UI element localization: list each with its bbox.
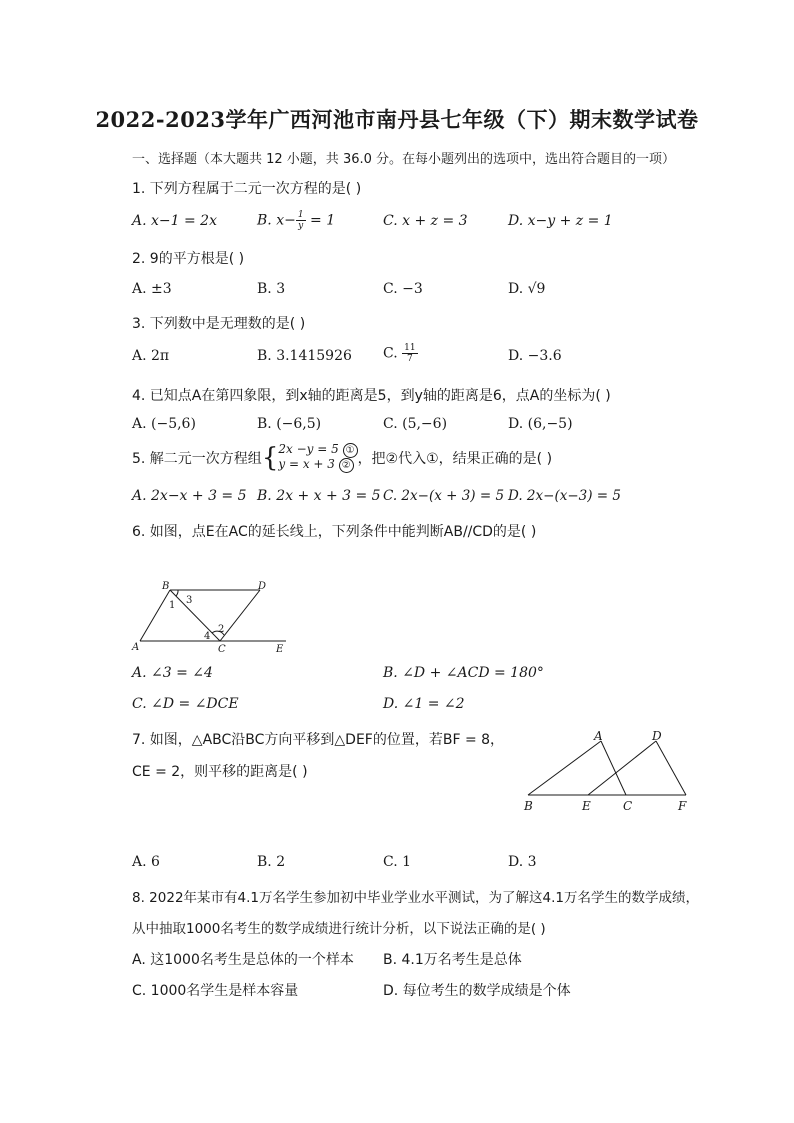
equation-2: y = x + 3 — [278, 457, 335, 471]
question-3-stem: 3. 下列数中是无理数的是( ) — [132, 316, 306, 332]
question-5-option-d: D. 2x−(x−3) = 5 — [508, 488, 621, 504]
fraction-numerator: 1 — [297, 210, 304, 220]
brace-icon: { — [261, 443, 279, 473]
question-7-stem-line-2: CE = 2，则平移的距离是( ) — [132, 764, 308, 780]
label-angle-3: 3 — [186, 595, 193, 606]
question-6-option-a: A. ∠3 = ∠4 — [132, 665, 213, 681]
equation-1: 2x −y = 5 — [278, 442, 339, 456]
question-3-option-a: A. 2π — [132, 348, 170, 364]
question-8-option-a: A. 这1000名考生是总体的一个样本 — [132, 952, 354, 968]
question-2-option-c: C. −3 — [383, 281, 423, 297]
fraction-denominator: 7 — [406, 354, 413, 364]
equation-2-row — [278, 458, 357, 473]
question-7-stem-line-1: 7. 如图，△ABC沿BC方向平移到△DEF的位置，若BF = 8， — [132, 732, 505, 748]
question-6-option-d: D. ∠1 = ∠2 — [383, 696, 465, 712]
question-4-stem: 4. 已知点A在第四象限，到x轴的距离是5，到y轴的距离是6，点A的坐标为( ) — [132, 388, 611, 404]
question-6-option-b: B. ∠D + ∠ACD = 180° — [383, 665, 544, 681]
question-4-option-a: A. (−5,6) — [132, 416, 196, 432]
question-5-option-c: C. 2x−(x + 3) = 5 — [383, 488, 505, 504]
line-df — [656, 741, 686, 795]
question-2-option-d: D. √9 — [508, 281, 546, 297]
question-3-option-b: B. 3.1415926 — [257, 348, 352, 364]
question-7-option-c: C. 1 — [383, 854, 412, 870]
label-e: E — [582, 799, 591, 813]
label-b: B — [162, 581, 170, 592]
label-f: F — [678, 799, 687, 813]
question-1-option-b-text: B. x− — [257, 212, 296, 229]
label-d: D — [258, 581, 267, 592]
label-d: D — [652, 729, 662, 743]
label-b: B — [524, 799, 533, 813]
question-1-option-a: A. x−1 = 2x — [132, 213, 217, 229]
question-1-option-d: D. x−y + z = 1 — [508, 213, 613, 229]
label-a: A — [132, 642, 140, 653]
question-7-option-b: B. 2 — [257, 854, 286, 870]
fraction-numerator: 11 — [404, 343, 416, 353]
translation-figure — [518, 728, 698, 818]
question-2-stem: 2. 9的平方根是( ) — [132, 251, 245, 267]
question-1-stem: 1. 下列方程属于二元一次方程的是( ) — [132, 181, 362, 197]
question-1-option-b-tail: = 1 — [305, 212, 336, 229]
label-angle-2: 2 — [218, 624, 225, 635]
figure-lines — [528, 741, 686, 795]
question-7-option-a: A. 6 — [132, 854, 160, 870]
question-3-option-c-text: C. — [383, 345, 403, 362]
label-a: A — [594, 729, 603, 743]
circled-2: ② — [339, 458, 354, 473]
question-2-option-a: A. ±3 — [132, 281, 172, 297]
question-6-stem: 6. 如图，点E在AC的延长线上，下列条件中能判断AB//CD的是( ) — [132, 524, 537, 540]
question-3-option-c — [383, 343, 418, 364]
question-8-stem-line-2: 从中抽取1000名考生的数学成绩进行统计分析，以下说法正确的是( ) — [132, 921, 546, 937]
question-4-option-c: C. (5,−6) — [383, 416, 448, 432]
question-4-option-d: D. (6,−5) — [508, 416, 573, 432]
equation-system — [278, 443, 357, 473]
parallelogram-figure — [130, 578, 290, 654]
label-angle-4: 4 — [204, 631, 211, 642]
line-bc — [170, 590, 220, 641]
line-ba — [528, 741, 601, 795]
question-5-option-b: B. 2x + x + 3 = 5 — [257, 488, 381, 504]
question-8-option-d: D. 每位考生的数学成绩是个体 — [383, 983, 571, 999]
question-2-option-b: B. 3 — [257, 281, 286, 297]
question-3-option-d: D. −3.6 — [508, 348, 562, 364]
question-8-stem-line-1: 8. 2022年某市有4.1万名学生参加初中毕业学业水平测试，为了解这4.1万名学生的数学成绩， — [132, 890, 699, 906]
label-e: E — [276, 644, 284, 654]
fraction — [296, 210, 306, 231]
question-6-option-c: C. ∠D = ∠DCE — [132, 696, 239, 712]
angle-arc-1 — [176, 590, 178, 596]
equation-1-row — [278, 443, 357, 458]
question-7-option-d: D. 3 — [508, 854, 537, 870]
question-5-stem — [132, 443, 552, 473]
line-ab — [140, 590, 170, 641]
label-c: C — [623, 799, 633, 813]
fraction-denominator: y — [298, 221, 304, 231]
fraction — [402, 343, 417, 364]
line-dc — [220, 590, 260, 641]
label-c: C — [218, 644, 226, 654]
label-angle-1: 1 — [169, 600, 176, 611]
question-8-option-c: C. 1000名学生是样本容量 — [132, 983, 299, 999]
question-5-stem-post: ，把②代入①，结果正确的是( ) — [357, 451, 553, 467]
section-heading: 一、选择题（本大题共 12 小题，共 36.0 分。在每小题列出的选项中，选出符合题目的一项） — [132, 152, 676, 167]
question-4-option-b: B. (−6,5) — [257, 416, 322, 432]
circled-1: ① — [343, 443, 358, 458]
figure-lines — [140, 590, 286, 641]
question-1-option-b — [257, 210, 335, 231]
question-5-stem-pre: 5. 解二元一次方程组 — [132, 451, 262, 467]
page-title: 2022-2023学年广西河池市南丹县七年级（下）期末数学试卷 — [95, 107, 699, 132]
question-5-option-a: A. 2x−x + 3 = 5 — [132, 488, 247, 504]
question-1-option-c: C. x + z = 3 — [383, 213, 468, 229]
question-8-option-b: B. 4.1万名考生是总体 — [383, 952, 522, 968]
